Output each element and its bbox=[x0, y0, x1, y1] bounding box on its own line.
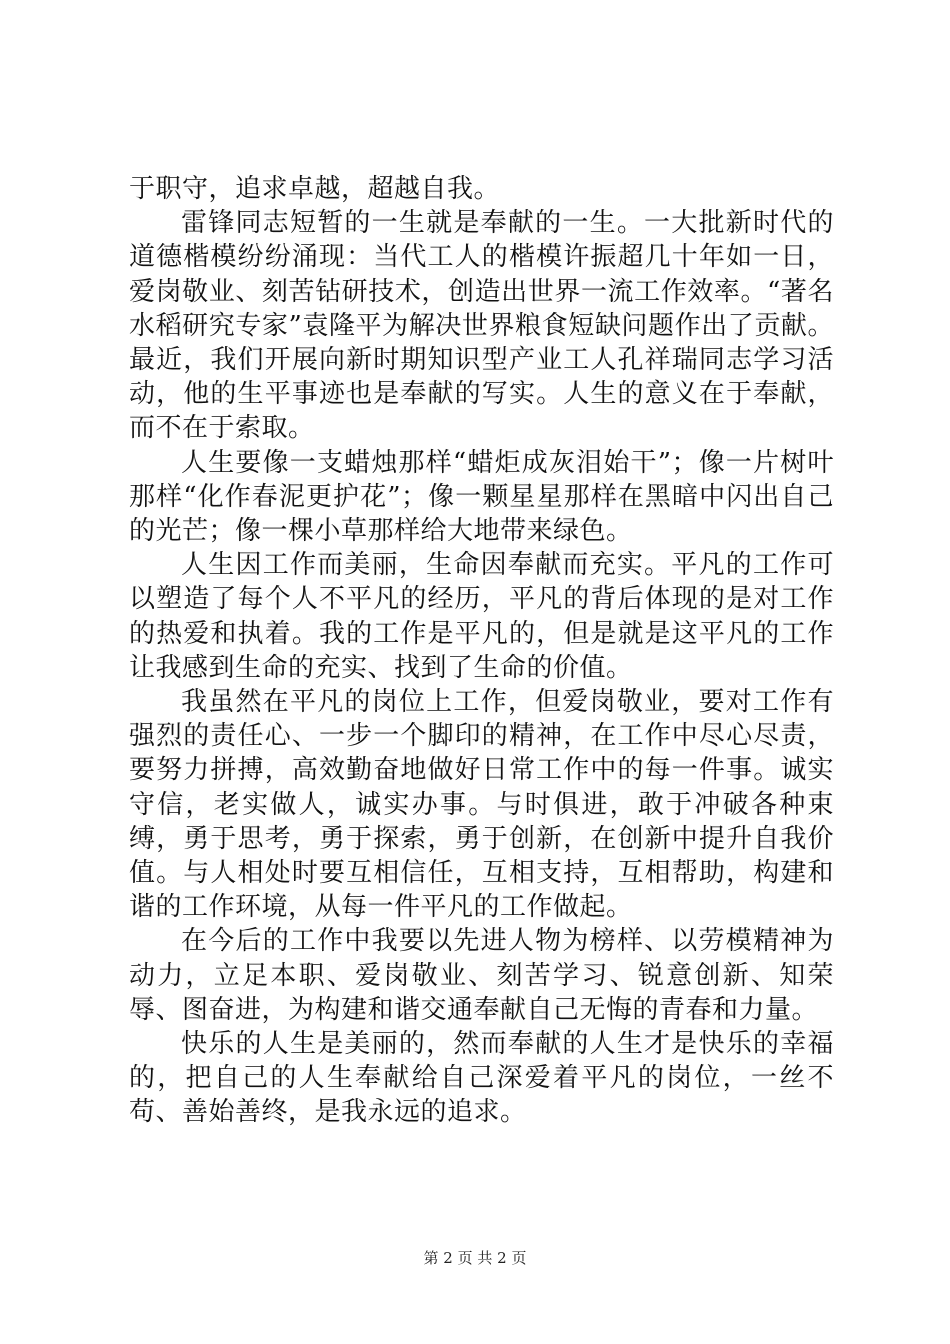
paragraph-dedication: 我虽然在平凡的岗位上工作，但爱岗敬业，要对工作有强烈的责任心、一步一个脚印的精神，在工作中尽心尽责，要努力拼搏，高效勤奋地做好日常工作中的每一件事。诚实守信，老实做人，诚实办事。与时俱进，敢于冲破各种束缚，勇于思考，勇于探索，勇于创新，在创新中提升自我价值。与人相处时要互相信任，互相支持，互相帮助，构建和谐的工作环境，从每一件平凡的工作做起。 bbox=[129, 687, 834, 923]
paragraph-candle: 人生要像一支蜡烛那样“蜡炬成灰泪始干”；像一片树叶那样“化作春泥更护花”；像一颗星星那样在黑暗中闪出自己的光芒；像一棵小草那样给大地带来绿色。 bbox=[129, 447, 834, 547]
paragraph-continuation: 于职守，追求卓越，超越自我。 bbox=[129, 174, 501, 204]
paragraph-happy-life: 快乐的人生是美丽的，然而奉献的人生才是快乐的幸福的，把自己的人生奉献给自己深爱着平凡的岗位，一丝不苟、善始善终，是我永远的追求。 bbox=[129, 1029, 834, 1128]
paragraph-lei-feng: 雷锋同志短暂的一生就是奉献的一生。一大批新时代的道德楷模纷纷涌现：当代工人的楷模许振超几十年如一日，爱岗敬业、刻苦钻研技术，创造出世界一流工作效率。“著名水稻研究专家”袁隆平为解决世界粮食短缺问题作出了贡献。最近，我们开展向新时期知识型产业工人孔祥瑞同志学习活动，他的生平事迹也是奉献的写实。人生的意义在于奉献，而不在于索取。 bbox=[129, 208, 834, 444]
paragraph-future-work: 在今后的工作中我要以先进人物为榜样、以劳模精神为动力，立足本职、爱岗敬业、刻苦学习、锐意创新、知荣辱、图奋进，为构建和谐交通奉献自己无悔的青春和力量。 bbox=[129, 926, 834, 1025]
page-number-footer: 第 2 页 共 2 页 bbox=[423, 1249, 527, 1267]
document-body bbox=[129, 172, 834, 1130]
paragraph-work-beauty: 人生因工作而美丽，生命因奉献而充实。平凡的工作可以塑造了每个人不平凡的经历，平凡的背后体现的是对工作的热爱和执着。我的工作是平凡的，但是就是这平凡的工作让我感到生命的充实、找到了生命的价值。 bbox=[129, 550, 834, 683]
